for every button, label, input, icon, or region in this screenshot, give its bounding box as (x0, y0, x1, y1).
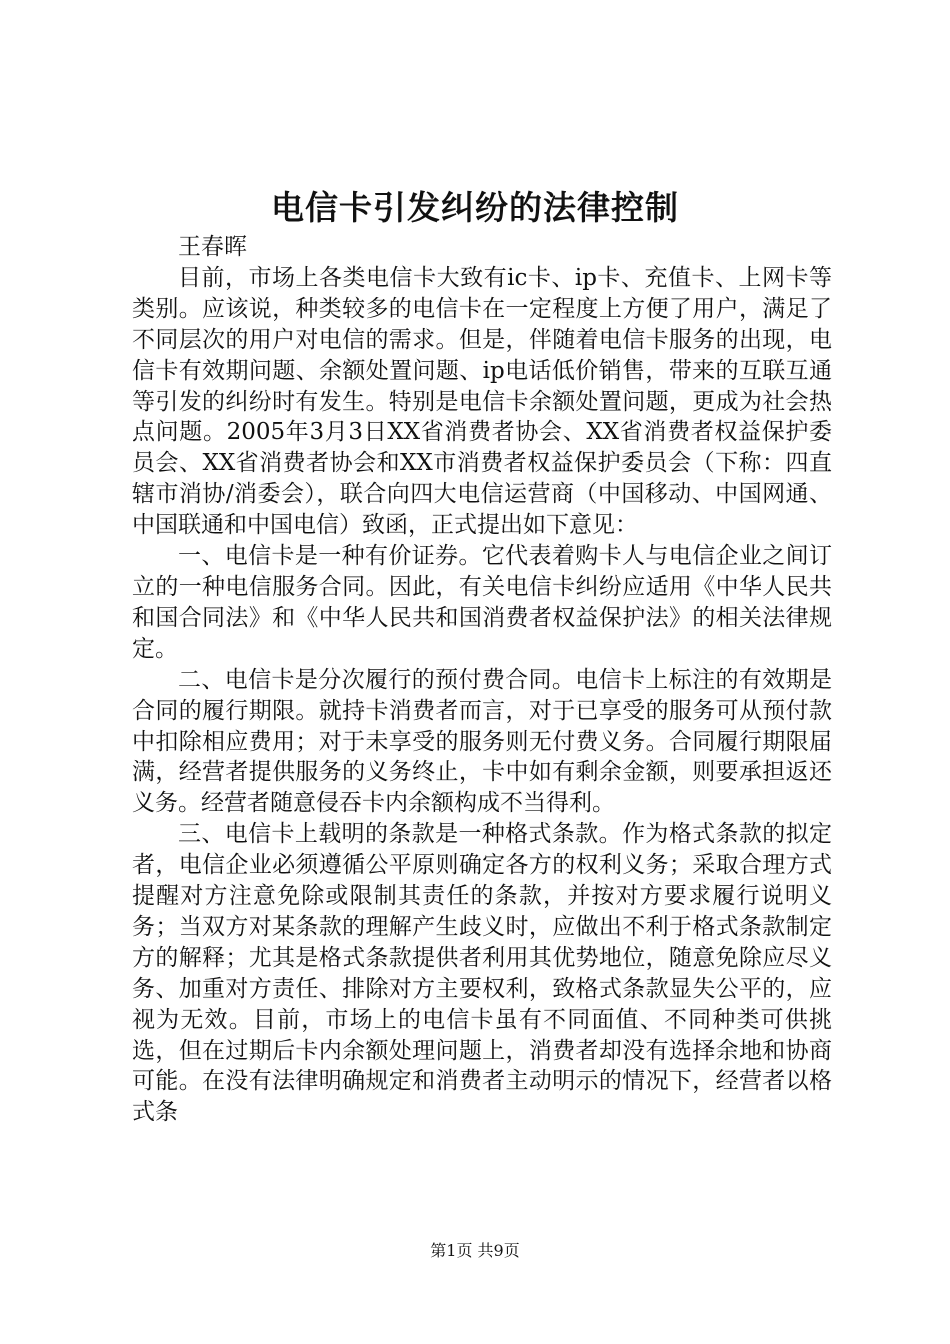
page-number-footer: 第1页 共9页 (430, 1241, 520, 1260)
document-body (132, 232, 832, 1128)
paragraph-point-2: 二、电信卡是分次履行的预付费合同。电信卡上标注的有效期是合同的履行期限。就持卡消费者而言，对于已享受的服务可从预付款中扣除相应费用；对于未享受的服务则无付费义务。合同履行期限届满，经营者提供服务的义务终止，卡中如有剩余金额，则要承担返还义务。经营者随意侵吞卡内余额构成不当得利。 (132, 666, 832, 817)
paragraph-intro: 目前，市场上各类电信卡大致有ic卡、ip卡、充值卡、上网卡等类别。应该说，种类较多的电信卡在一定程度上方便了用户，满足了不同层次的用户对电信的需求。但是，伴随着电信卡服务的出现，电信卡有效期问题、余额处置问题、ip电话低价销售，带来的互联互通等引发的纠纷时有发生。特别是电信卡余额处置问题，更成为社会热点问题。2005年3月3日XX省消费者协会、XX省消费者权益保护委员会、XX省消费者协会和XX市消费者权益保护委员会（下称：四直辖市消协/消委会），联合向四大电信运营商（中国移动、中国网通、中国联通和中国电信）致函，正式提出如下意见： (132, 264, 832, 539)
paragraph-point-3: 三、电信卡上载明的条款是一种格式条款。作为格式条款的拟定者，电信企业必须遵循公平原则确定各方的权利义务；采取合理方式提醒对方注意免除或限制其责任的条款，并按对方要求履行说明义务；当双方对某条款的理解产生歧义时，应做出不利于格式条款制定方的解释；尤其是格式条款提供者利用其优势地位，随意免除应尽义务、加重对方责任、排除对方主要权利，致格式条款显失公平的，应视为无效。目前，市场上的电信卡虽有不同面值、不同种类可供挑选，但在过期后卡内余额处理问题上，消费者却没有选择余地和协商可能。在没有法律明确规定和消费者主动明示的情况下，经营者以格式条 (132, 821, 832, 1126)
paragraph-point-1: 一、电信卡是一种有价证券。它代表着购卡人与电信企业之间订立的一种电信服务合同。因此，有关电信卡纠纷应适用《中华人民共和国合同法》和《中华人民共和国消费者权益保护法》的相关法律规定。 (132, 543, 832, 662)
document-title: 电信卡引发纠纷的法律控制 (271, 188, 679, 227)
author-name: 王春晖 (178, 234, 247, 260)
